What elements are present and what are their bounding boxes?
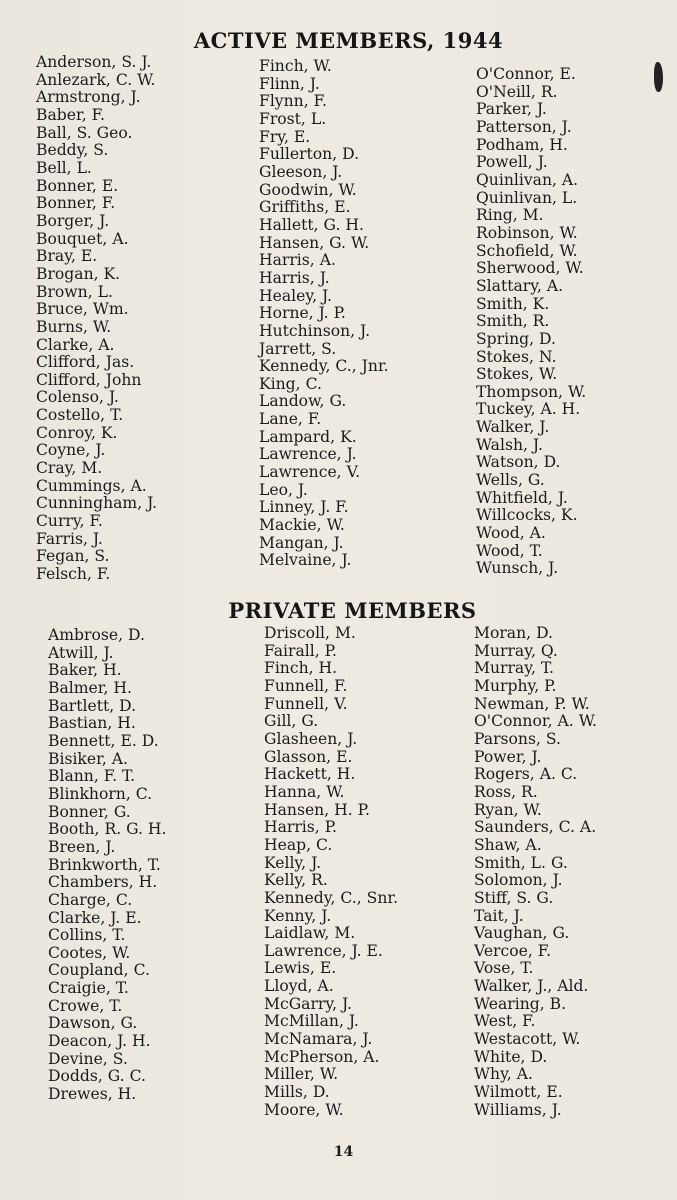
member-name: Hansen, H. P. xyxy=(264,800,370,819)
member-name: Hansen, G. W. xyxy=(259,233,370,252)
member-name: Glasheen, J. xyxy=(264,729,358,748)
member-name: Quinlivan, L. xyxy=(476,188,578,207)
member-name: Powell, J. xyxy=(476,153,548,172)
page-number: 14 xyxy=(333,1144,354,1160)
member-name: Ball, S. Geo. xyxy=(36,123,133,142)
member-name: Glasson, E. xyxy=(264,747,353,766)
member-name: Ross, R. xyxy=(474,782,538,801)
member-name: Leo, J. xyxy=(259,480,308,499)
member-name: Clifford, John xyxy=(36,370,142,389)
member-name: McPherson, A. xyxy=(264,1047,380,1066)
member-name: Lawrence, J. xyxy=(259,445,357,464)
member-name: Flinn, J. xyxy=(259,74,320,93)
member-name: Dodds, G. C. xyxy=(48,1067,146,1086)
member-name: Hallett, G. H. xyxy=(259,215,364,234)
member-name: Robinson, W. xyxy=(476,223,578,242)
member-name: Harris, J. xyxy=(259,268,330,287)
member-name: Drewes, H. xyxy=(48,1085,137,1104)
member-name: Bell, L. xyxy=(36,158,92,177)
member-name: Breen, J. xyxy=(48,837,116,856)
member-name: Fullerton, D. xyxy=(259,145,360,164)
member-name: Cummings, A. xyxy=(36,476,147,495)
member-name: Wilmott, E. xyxy=(474,1083,563,1102)
member-name: Quinlivan, A. xyxy=(476,170,579,189)
member-name: Finch, H. xyxy=(264,659,338,678)
page-edge-mark xyxy=(654,62,663,92)
member-name: Parsons, S. xyxy=(474,729,561,748)
member-name: Harris, P. xyxy=(264,818,337,837)
member-name: Devine, S. xyxy=(48,1049,128,1068)
member-name: Stokes, N. xyxy=(476,347,557,366)
member-name: Hanna, W. xyxy=(264,782,345,801)
member-name: Smith, K. xyxy=(476,294,550,313)
member-name: Lawrence, V. xyxy=(259,463,361,482)
member-name: Coupland, C. xyxy=(48,961,150,980)
member-name: White, D. xyxy=(474,1047,548,1066)
member-name: McNamara, J. xyxy=(264,1030,373,1049)
member-name: Armstrong, J. xyxy=(36,88,141,107)
member-name: McMillan, J. xyxy=(264,1012,359,1031)
member-name: Watson, D. xyxy=(476,453,561,472)
member-name: Burns, W. xyxy=(36,317,112,336)
member-name: Lewis, E. xyxy=(264,959,337,978)
member-name: Why, A. xyxy=(474,1065,533,1084)
member-name: Wood, A. xyxy=(476,524,546,543)
member-name: Gill, G. xyxy=(264,712,319,731)
member-name: Walker, J. xyxy=(476,418,550,437)
member-name: Cunningham, J. xyxy=(36,494,158,513)
member-name: Blann, F. T. xyxy=(48,767,136,786)
member-name: Moore, W. xyxy=(264,1100,344,1119)
member-name: Goodwin, W. xyxy=(259,180,357,199)
member-name: Landow, G. xyxy=(259,392,347,411)
member-name: Ryan, W. xyxy=(474,800,542,819)
member-name: Sherwood, W. xyxy=(476,259,584,278)
member-name: Vercoe, F. xyxy=(474,941,552,960)
member-name: Linney, J. F. xyxy=(259,498,349,517)
member-name: Felsch, F. xyxy=(36,565,111,584)
member-name: Bray, E. xyxy=(36,247,98,266)
member-name: Colenso, J. xyxy=(36,388,119,407)
active-members-heading: ACTIVE MEMBERS, 1944 xyxy=(193,28,504,53)
member-name: Walker, J., Ald. xyxy=(474,977,589,996)
member-name: Mackie, W. xyxy=(259,516,345,535)
member-name: Blinkhorn, C. xyxy=(48,784,153,803)
member-name: Wunsch, J. xyxy=(476,559,559,578)
member-name: Coyne, J. xyxy=(36,441,106,460)
member-name: Conroy, K. xyxy=(36,423,118,442)
member-name: Mangan, J. xyxy=(259,533,344,552)
member-name: Flynn, F. xyxy=(259,92,327,111)
member-name: Costello, T. xyxy=(36,406,124,425)
member-name: King, C. xyxy=(259,374,322,393)
member-name: Cootes, W. xyxy=(48,943,131,962)
member-name: Moran, D. xyxy=(474,624,553,642)
member-name: Spring, D. xyxy=(476,329,556,348)
member-name: Shaw, A. xyxy=(474,835,542,854)
member-name: Bennett, E. D. xyxy=(48,731,159,750)
member-name: Hutchinson, J. xyxy=(259,321,371,340)
member-name: Curry, F. xyxy=(36,512,103,531)
member-name: West, F. xyxy=(474,1012,536,1031)
member-name: Atwill, J. xyxy=(48,643,114,662)
member-name: Whitfield, J. xyxy=(476,488,568,507)
member-name: Cray, M. xyxy=(36,459,103,478)
member-name: Solomon, J. xyxy=(474,871,563,890)
member-name: Wood, T. xyxy=(476,541,543,560)
member-name: Williams, J. xyxy=(474,1100,562,1119)
member-name: Ambrose, D. xyxy=(48,626,145,644)
member-name: Kenny, J. xyxy=(264,906,332,925)
member-name: Anderson, S. J. xyxy=(36,53,152,71)
member-name: Baber, F. xyxy=(36,105,105,124)
member-name: Patterson, J. xyxy=(476,117,572,136)
active-members-column-3 xyxy=(476,66,586,578)
private-members-column-1 xyxy=(48,627,166,1104)
member-name: Laidlaw, M. xyxy=(264,924,356,943)
member-name: Tait, J. xyxy=(474,906,524,925)
member-name: Lane, F. xyxy=(259,410,322,429)
member-name: Frost, L. xyxy=(259,109,327,128)
member-name: Wells, G. xyxy=(476,471,545,490)
member-name: Bonner, G. xyxy=(48,802,131,821)
member-name: Mills, D. xyxy=(264,1083,330,1102)
member-name: Vaughan, G. xyxy=(474,924,570,943)
member-name: Tuckey, A. H. xyxy=(476,400,581,419)
member-name: Lloyd, A. xyxy=(264,977,334,996)
member-name: Clifford, Jas. xyxy=(36,353,135,372)
member-name: Thompson, W. xyxy=(476,382,587,401)
member-name: Gleeson, J. xyxy=(259,162,343,181)
private-members-heading: PRIVATE MEMBERS xyxy=(228,598,477,623)
member-name: Clarke, J. E. xyxy=(48,908,142,927)
member-name: Bisiker, A. xyxy=(48,749,128,768)
member-name: Kelly, J. xyxy=(264,853,322,872)
member-name: Rogers, A. C. xyxy=(474,765,578,784)
member-name: Melvaine, J. xyxy=(259,551,352,570)
member-name: Craigie, T. xyxy=(48,979,129,998)
member-name: O'Neill, R. xyxy=(476,82,558,101)
member-name: Wearing, B. xyxy=(474,994,567,1013)
member-name: Lampard, K. xyxy=(259,427,357,446)
member-name: Bartlett, D. xyxy=(48,696,137,715)
member-name: Willcocks, K. xyxy=(476,506,578,525)
member-name: Walsh, J. xyxy=(476,435,543,454)
member-name: Smith, L. G. xyxy=(474,853,568,872)
member-name: Heap, C. xyxy=(264,835,333,854)
member-name: Horne, J. P. xyxy=(259,304,346,323)
member-name: Kennedy, C., Snr. xyxy=(264,888,399,907)
member-name: Baker, H. xyxy=(48,661,122,680)
member-name: Bastian, H. xyxy=(48,714,136,733)
member-name: Stiff, S. G. xyxy=(474,888,554,907)
member-name: Miller, W. xyxy=(264,1065,339,1084)
member-name: Booth, R. G. H. xyxy=(48,820,167,839)
member-name: Murray, T. xyxy=(474,659,554,678)
member-name: Kelly, R. xyxy=(264,871,328,890)
private-members-column-2 xyxy=(264,625,398,1119)
member-name: Borger, J. xyxy=(36,211,110,230)
member-name: Bruce, Wm. xyxy=(36,300,129,319)
member-name: Anlezark, C. W. xyxy=(36,70,156,89)
member-name: Farris, J. xyxy=(36,529,103,548)
member-name: Charge, C. xyxy=(48,890,133,909)
member-name: Chambers, H. xyxy=(48,873,158,892)
member-name: Brown, L. xyxy=(36,282,113,301)
member-name: Driscoll, M. xyxy=(264,624,356,642)
member-name: Brogan, K. xyxy=(36,264,121,283)
member-name: Harris, A. xyxy=(259,251,336,270)
active-members-column-2 xyxy=(259,58,389,570)
member-name: Vose, T. xyxy=(474,959,534,978)
member-name: Funnell, V. xyxy=(264,694,348,713)
member-name: Podham, H. xyxy=(476,135,568,154)
member-name: Healey, J. xyxy=(259,286,332,305)
member-name: O'Connor, A. W. xyxy=(474,712,597,731)
member-name: Crowe, T. xyxy=(48,996,123,1015)
member-name: Beddy, S. xyxy=(36,141,109,160)
member-name: Bonner, F. xyxy=(36,194,116,213)
member-name: Deacon, J. H. xyxy=(48,1032,151,1051)
active-members-column-1 xyxy=(36,54,157,584)
member-name: Clarke, A. xyxy=(36,335,115,354)
member-name: Bouquet, A. xyxy=(36,229,129,248)
member-name: Kennedy, C., Jnr. xyxy=(259,357,389,376)
member-name: Fegan, S. xyxy=(36,547,110,566)
member-name: McGarry, J. xyxy=(264,994,353,1013)
member-name: Parker, J. xyxy=(476,100,547,119)
member-name: Stokes, W. xyxy=(476,365,558,384)
member-name: Hackett, H. xyxy=(264,765,356,784)
member-name: Funnell, F. xyxy=(264,676,348,695)
member-name: Griffiths, E. xyxy=(259,198,351,217)
member-name: Ring, M. xyxy=(476,206,544,225)
member-name: Finch, W. xyxy=(259,57,332,75)
member-name: Lawrence, J. E. xyxy=(264,941,383,960)
member-name: Collins, T. xyxy=(48,926,126,945)
member-name: Bonner, E. xyxy=(36,176,119,195)
member-name: Power, J. xyxy=(474,747,542,766)
member-name: Newman, P. W. xyxy=(474,694,590,713)
member-name: Murray, Q. xyxy=(474,641,558,660)
member-name: Smith, R. xyxy=(476,312,550,331)
member-name: Fry, E. xyxy=(259,127,311,146)
member-name: Balmer, H. xyxy=(48,678,132,697)
member-name: Slattary, A. xyxy=(476,276,564,295)
member-name: Brinkworth, T. xyxy=(48,855,161,874)
private-members-column-3 xyxy=(474,625,597,1119)
member-name: Dawson, G. xyxy=(48,1014,138,1033)
member-name: Schofield, W. xyxy=(476,241,578,260)
member-name: Westacott, W. xyxy=(474,1030,581,1049)
member-name: Saunders, C. A. xyxy=(474,818,597,837)
member-name: Murphy, P. xyxy=(474,676,557,695)
member-name: Fairall, P. xyxy=(264,641,337,660)
member-name: O'Connor, E. xyxy=(476,65,576,83)
member-name: Jarrett, S. xyxy=(259,339,337,358)
